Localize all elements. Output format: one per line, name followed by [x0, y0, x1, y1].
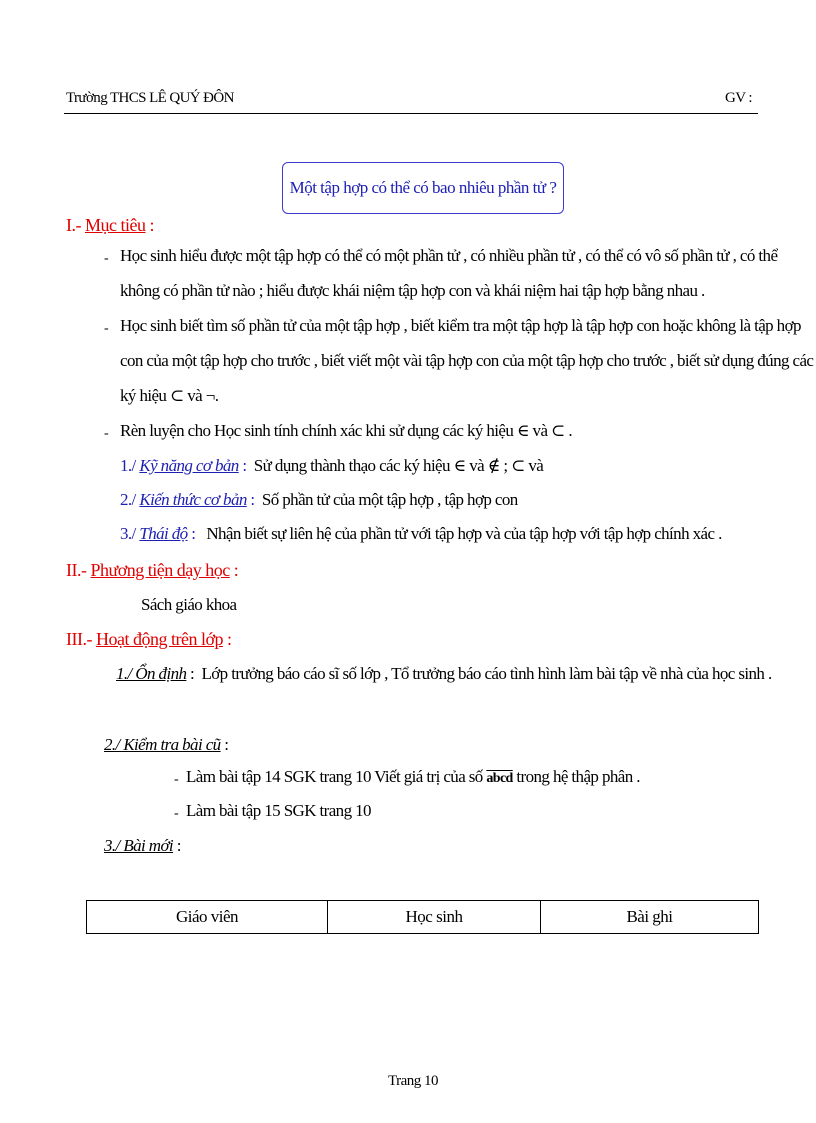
section-materials-heading — [66, 560, 238, 581]
sub-label: Kiến thức cơ bản — [139, 490, 247, 509]
section-label: Phương tiện dạy học — [90, 560, 230, 580]
activity-review — [104, 735, 228, 755]
review-task-suffix: trong hệ thập phân . — [516, 767, 640, 786]
column-header-student: Học sinh — [328, 901, 541, 934]
materials-text: Sách giáo khoa — [141, 595, 237, 614]
sub-separator: : — [187, 524, 196, 543]
section-colon: : — [222, 629, 232, 649]
bullet-marker: - — [104, 426, 109, 441]
activity-stabilize — [116, 664, 772, 684]
section-activities-heading — [66, 629, 232, 650]
objective-2-line-2: con của một tập hợp cho trước , biết viết một vài tập hợp con của một tập hợp cho trước , biết sử dụng đúng các — [120, 351, 814, 370]
column-header-teacher: Giáo viên — [87, 901, 328, 934]
objective-2-line-3: ký hiệu ⊂ và ¬. — [120, 386, 219, 405]
section-label: Hoạt động trên lớp — [95, 629, 223, 649]
sub-text: Sử dụng thành thạo các ký hiệu ∈ và ∉ ; ⊂ và — [253, 456, 544, 475]
sub-text: Số phần tử của một tập hợp , tập hợp con — [261, 490, 518, 509]
sub-number: 3./ — [120, 524, 136, 543]
review-task-text: Làm bài tập 14 SGK trang 10 Viết giá trị của số — [186, 767, 483, 786]
activity-label: 2./ Kiểm tra bài cũ — [104, 735, 221, 754]
section-colon: : — [229, 560, 239, 580]
activity-label: 3./ Bài mới — [104, 836, 174, 855]
overline-number: abcd — [486, 771, 513, 786]
section-label: Mục tiêu — [85, 215, 146, 235]
sub-objective-skills — [120, 456, 543, 476]
lesson-title-box — [282, 162, 564, 214]
objective-3-line-1: Rèn luyện cho Học sinh tính chính xác khi sử dụng các ký hiệu ∈ và ⊂ . — [120, 421, 572, 440]
review-task-1 — [186, 767, 640, 787]
sub-number: 1./ — [120, 456, 136, 475]
bullet-marker: - — [104, 321, 109, 336]
section-objectives-heading — [66, 215, 154, 236]
activity-new-lesson — [104, 836, 181, 856]
lesson-title: Một tập hợp có thể có bao nhiêu phần tử ? — [289, 178, 557, 197]
objective-2-line-1: Học sinh biết tìm số phần tử của một tập hợp , biết kiểm tra một tập hợp là tập hợp con hoặc không là tập hợp — [120, 316, 801, 335]
activity-colon: : — [186, 664, 195, 683]
section-colon: : — [145, 215, 155, 235]
objective-1-line-1: Học sinh hiểu được một tập hợp có thể có một phần tử , có nhiều phần tử , có thể có vô số phần tử , có thể — [120, 246, 778, 265]
section-number: I.- — [66, 215, 81, 235]
section-number: II.- — [66, 560, 87, 580]
review-task-2: Làm bài tập 15 SGK trang 10 — [186, 801, 371, 820]
activity-text: Lớp trưởng báo cáo sĩ số lớp , Tổ trưởng báo cáo tình hình làm bài tập về nhà của học sinh . — [201, 664, 772, 683]
sub-separator: : — [246, 490, 255, 509]
bullet-marker: - — [174, 772, 179, 787]
sub-objective-knowledge — [120, 490, 518, 510]
teacher-label: GV : — [725, 90, 752, 106]
table-header-row — [87, 901, 759, 934]
section-number: III.- — [66, 629, 92, 649]
bullet-marker: - — [104, 251, 109, 266]
sub-label: Kỹ năng cơ bản — [139, 456, 239, 475]
activity-label: 1./ Ổn định — [116, 664, 187, 683]
sub-label: Thái độ — [139, 524, 188, 543]
sub-number: 2./ — [120, 490, 136, 509]
sub-text: Nhận biết sự liên hệ của phần tử với tập hợp và của tập hợp với tập hợp chính xác . — [206, 524, 722, 543]
lesson-table — [86, 900, 759, 934]
activity-colon: : — [220, 735, 229, 754]
activity-colon: : — [173, 836, 181, 855]
sub-objective-attitude — [120, 524, 722, 544]
school-name: Trường THCS LÊ QUÝ ĐÔN — [66, 90, 234, 106]
objective-1-line-2: không có phần tử nào ; hiểu được khái niệm tập hợp con và khái niệm hai tập hợp bằng nhau . — [120, 281, 705, 300]
bullet-marker: - — [174, 806, 179, 821]
column-header-notes: Bài ghi — [541, 901, 759, 934]
page-number: Trang 10 — [388, 1073, 439, 1089]
header-divider — [64, 113, 758, 114]
sub-separator: : — [238, 456, 247, 475]
